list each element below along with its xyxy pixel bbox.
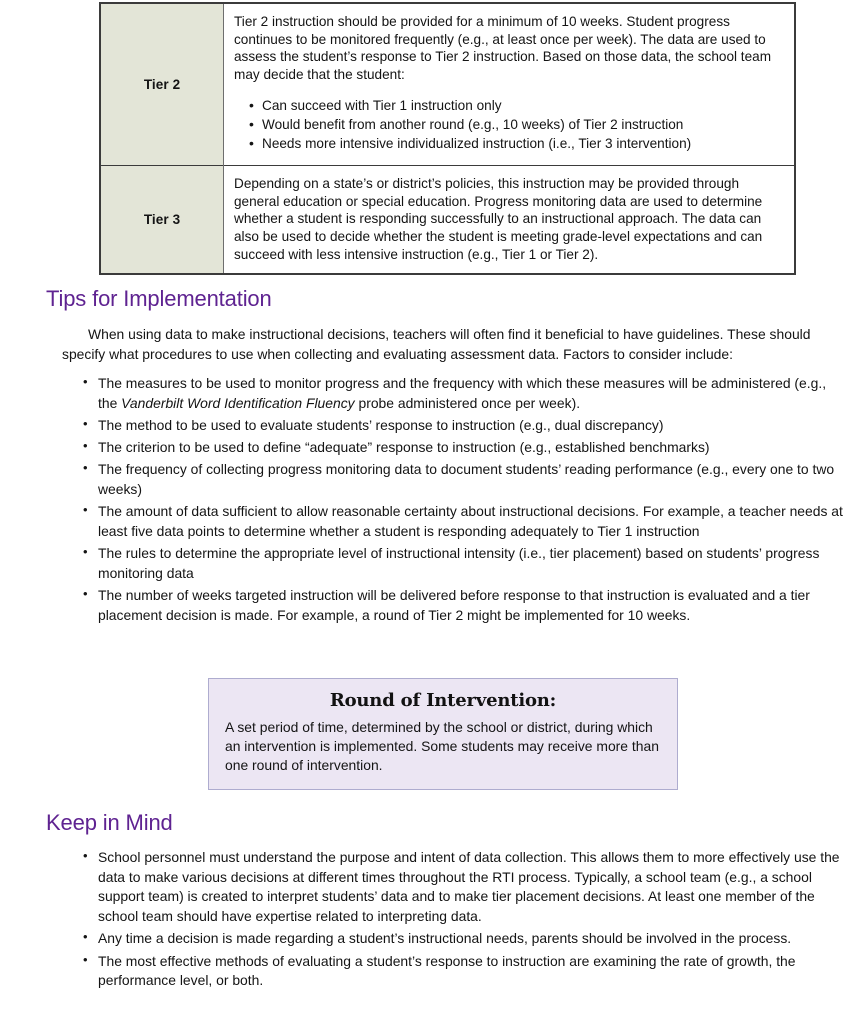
tips-intro-paragraph: When using data to make instructional decisions, teachers will often find it beneficial to have guidelines. These should specify what procedures to use when collecting and evaluating assessment data. Factors to consider include: xyxy=(62,326,811,362)
bullet-text-pre: The most effective methods of evaluating a student’s response to instruction are examining the rate of growth, the performance level, or both. xyxy=(98,952,796,989)
bullet-text-pre: The measures to be used to monitor progress and the frequency with which these measures will be administered (e.g., the xyxy=(98,375,827,411)
tips-bullet-list xyxy=(81,374,849,628)
list-item xyxy=(81,929,841,949)
list-item xyxy=(81,374,849,413)
list-item xyxy=(81,848,841,927)
tier-label-cell: Tier 3 xyxy=(100,165,224,274)
table-row xyxy=(100,3,795,165)
definition-callout-box xyxy=(208,678,678,790)
tier-description-table xyxy=(99,2,796,275)
bullet-text-pre: The method to be used to evaluate students’ response to instruction (e.g., dual discrepancy) xyxy=(98,416,664,433)
list-item xyxy=(81,502,849,541)
list-item xyxy=(81,544,849,583)
list-item xyxy=(81,416,849,436)
tier-body-cell xyxy=(224,3,796,165)
tier-body-cell xyxy=(224,165,796,274)
tier-paragraph: Depending on a state’s or district’s policies, this instruction may be provided through general education or special education. Progress monitoring data are used to determine whether a student is responding successfully to an instructional approach. The data can also be used to decide whether the student is meeting grade-level expectations and can succeed with less intensive instruction (e.g., Tier 1 or Tier 2). xyxy=(234,175,763,262)
bullet-text-italic: Vanderbilt Word Identification Fluency xyxy=(121,394,355,411)
callout-body: A set period of time, determined by the school or district, during which an intervention is implemented. Some students may receive more than one round of intervention. xyxy=(225,719,659,774)
list-item xyxy=(81,460,849,499)
bullet-text-pre: The number of weeks targeted instruction will be delivered before response to that instruction is evaluated and a tier placement decision is made. For example, a round of Tier 2 might be implemented for 10 weeks. xyxy=(98,587,810,624)
keep-in-mind-bullet-list xyxy=(81,848,841,994)
bullet-text-pre: The rules to determine the appropriate level of instructional intensity (i.e., tier placement) based on students’ progress monitoring data xyxy=(98,545,820,582)
bullet-text-post: probe administered once per week). xyxy=(354,394,581,411)
bullet-text-pre: The amount of data sufficient to allow reasonable certainty about instructional decisions. For example, a teacher needs at least five data points to determine whether a student is responding adequately to Tier 1 instruction xyxy=(98,503,843,540)
section-heading-tips: Tips for Implementation xyxy=(46,286,272,311)
bullet-text-pre: School personnel must understand the purpose and intent of data collection. This allows them to more effectively use the data to make various decisions at different times throughout the RTI process. Typically, a school team (e.g., a school support team) is created to interpret students’ data and to make tier placement decisions. At least one member of the school team should have expertise related to interpreting data. xyxy=(98,849,840,925)
list-item xyxy=(81,952,841,991)
list-item xyxy=(81,586,849,625)
tier-bullet-list xyxy=(234,97,782,153)
section-heading-keep-in-mind: Keep in Mind xyxy=(46,810,173,835)
tier-paragraph: Tier 2 instruction should be provided for a minimum of 10 weeks. Student progress continues to be monitored frequently (e.g., at least once per week). The data are used to assess the student’s response to Tier 2 instruction. Based on those data, the school team may decide that the student: xyxy=(234,14,772,83)
tier-label-cell: Tier 2 xyxy=(100,3,224,165)
bullet-text-pre: The criterion to be used to define “adequate” response to instruction (e.g., established benchmarks) xyxy=(98,439,710,456)
tier-table-body xyxy=(100,3,795,274)
bullet-text-pre: Any time a decision is made regarding a student’s instructional needs, parents should be involved in the process. xyxy=(98,930,792,947)
list-item xyxy=(81,438,849,458)
list-item: • Needs more intensive individualized instruction (i.e., Tier 3 intervention) xyxy=(262,135,782,153)
callout-title: Round of Intervention: xyxy=(329,690,557,711)
list-item: • Can succeed with Tier 1 instruction only xyxy=(262,97,782,115)
list-item: • Would benefit from another round (e.g., 10 weeks) of Tier 2 instruction xyxy=(262,116,782,134)
table-row xyxy=(100,165,795,274)
bullet-text-pre: The frequency of collecting progress monitoring data to document students’ reading performance (e.g., every one to two weeks) xyxy=(98,461,835,498)
